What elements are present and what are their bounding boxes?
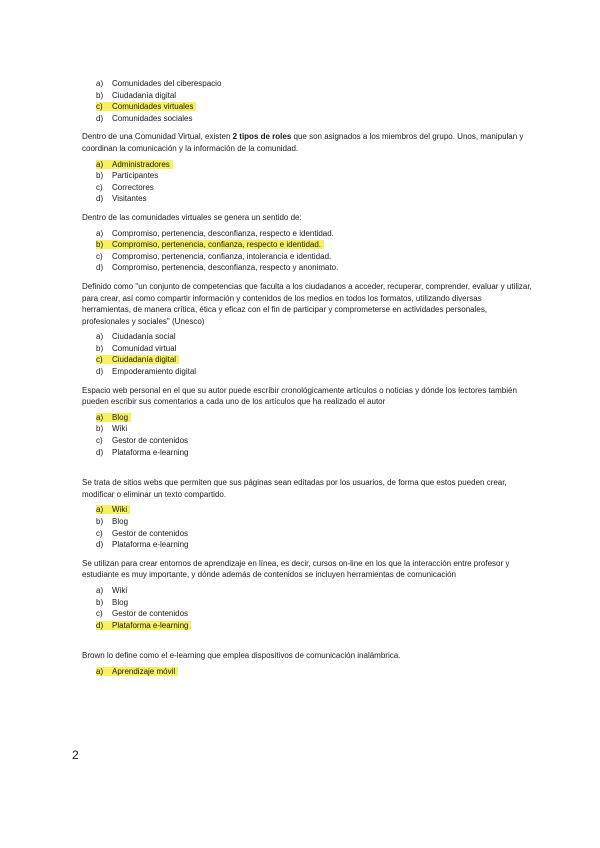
- option-q4-a: a) Ciudadanía social: [96, 332, 176, 342]
- option-q5-a: a) Blog: [96, 412, 532, 424]
- option-q5-b: b) Wiki: [96, 424, 128, 434]
- option-q5-c: c) Gestor de contenidos: [96, 436, 189, 446]
- option-q7-d: d) Plataforma e-learning: [96, 620, 532, 632]
- blank-line: [82, 638, 532, 650]
- options-list-q3: [82, 228, 532, 274]
- option-q6-b: b) Blog: [96, 517, 129, 526]
- option-q2-c: c) Correctores: [96, 182, 154, 192]
- options-list-q6: [82, 504, 532, 550]
- option-q6-c: c) Gestor de contenidos: [96, 528, 189, 538]
- options-list-q4: [82, 331, 532, 377]
- question-prompt-q6: Se trata de sitios webs que permiten que sus páginas sean editadas por los usuarios, de forma que estos pueden crear, modificar o eliminar un texto compartido.: [82, 478, 507, 499]
- option-q7-b: b) Blog: [96, 597, 129, 607]
- option-q6-d: d) Plataforma e-learning: [96, 540, 189, 550]
- option-q3-b: b) Compromiso, pertenencia, confianza, respecto e identidad.: [96, 239, 532, 251]
- question-prompt-q4: Definido como "un conjunto de competencias que faculta a los ciudadanos a acceder, recuperar, comprender, evaluar y utilizar, para crear, así como compartir información y contenidos de los medios en todos los formatos, utilizando diversas herramientas, de manera crítica, ética y eficaz con el fin de participar y comprometerse en actividades personales, profesionales y sociales" (Unesco): [82, 281, 532, 326]
- option-q1-d: d) Comunidades sociales: [96, 113, 193, 123]
- option-q8-a: a) Aprendizaje móvil: [96, 666, 532, 678]
- option-q4-b: b) Comunidad virtual: [96, 343, 177, 353]
- option-q3-d: d) Compromiso, pertenencia, desconfianza, respecto y anonimato.: [96, 263, 339, 273]
- option-q6-a: a) Wiki: [96, 504, 532, 516]
- options-list-q5: [82, 412, 532, 458]
- option-q1-a: a) Comunidades del ciberespacio: [96, 79, 222, 88]
- document-page: [82, 78, 532, 685]
- option-q2-a: a) Administradores: [96, 159, 532, 171]
- blank-line: [82, 465, 532, 477]
- option-q3-c: c) Compromiso, pertenencia, confianza, intolerancia e identidad.: [96, 251, 332, 261]
- option-q7-c: c) Gestor de contenidos: [96, 609, 189, 619]
- question-prompt-q8: Brown lo define como el e-learning que emplea dispositivos de comunicación inalámbrica.: [82, 651, 401, 661]
- question-prompt-q2: Dentro de una Comunidad Virtual, existen 2 tipos de roles que son asignados a los miembros del grupo. Unos, manipulan y coordinan la comunicación y la información de la comunidad.: [82, 132, 524, 153]
- option-q3-a: a) Compromiso, pertenencia, desconfianza, respecto e identidad.: [96, 228, 334, 238]
- question-prompt-q5: Espacio web personal en el que su autor puede escribir cronológicamente artículos o noticias y dónde los lectores también pueden escribir sus comentarios a cada uno de los artículos que ha realizado el autor: [82, 385, 517, 407]
- option-q7-a: a) Wiki: [96, 585, 128, 595]
- option-q4-c: c) Ciudadanía digital: [96, 354, 532, 366]
- option-q2-b: b) Participantes: [96, 171, 159, 181]
- options-list-q2: [82, 159, 532, 205]
- option-q1-b: b) Ciudadanía digital: [96, 90, 177, 100]
- page-number: 2: [72, 748, 79, 762]
- options-list-q8: [82, 666, 532, 678]
- options-list-q1: [82, 78, 532, 124]
- question-prompt-q7: Se utilizan para crear entornos de aprendizaje en línea, es decir, cursos on-line en los que la interacción entre profesor y estudiante es muy importante, y dónde además de contenidos se incluyen herramientas de comunicación: [82, 558, 510, 580]
- option-q2-d: d) Visitantes: [96, 194, 147, 204]
- option-q5-d: d) Plataforma e-learning: [96, 447, 189, 457]
- option-q4-d: d) Empoderamiento digital: [96, 367, 197, 377]
- options-list-q7: [82, 585, 532, 631]
- option-q1-c: c) Comunidades virtuales: [96, 101, 532, 113]
- question-prompt-q3: Dentro de las comunidades virtuales se genera un sentido de:: [82, 212, 302, 222]
